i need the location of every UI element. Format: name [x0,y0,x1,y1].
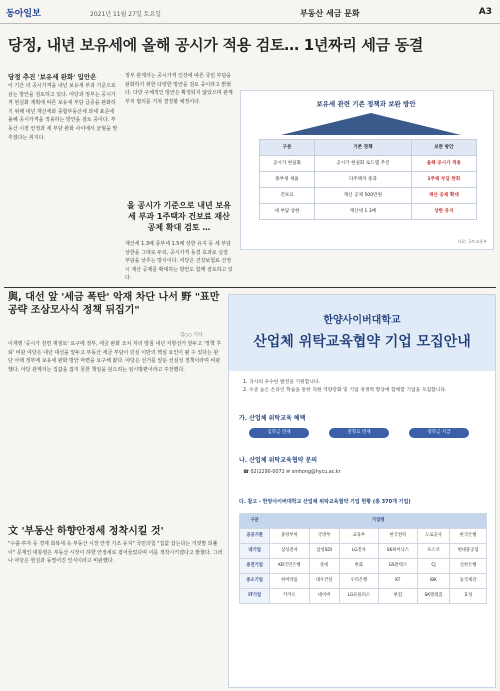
second-article-body: 이재명 '공시가 전면 재점토' 요구에 정부, 세금 완화 조치 처리 방침 내년 지방선거 앞두고 '정책 후퇴' 비판 여당은 내년 대선을 앞두고 부동산 세금 부담이 민심 이반의 핵심 요인이 될 수 있다는 판단 아래 정부에 보유세 완화 방안 마련을 요구해 왔다. 야당은 선거를 앞둔 선심성 정책이라며 비판했다. 야당 관계자는 집값을 잡지 못한 책임을 덮으려는 임시방편이라고 주장했다. [8,341,222,373]
third-article-body: "수출·투자 등 경제 회복세 속 부동산 시장 안정 기조 유지" 국민의힘 "집값 잡는다는 거짓말 되풀이" 문재인 대통령은 부동산 시장이 하향 안정세로 접어들었다며 이를 정착시키겠다고 밝혔다. 그러나 야당은 현실과 동떨어진 인식이라고 비판했다. [8,541,223,565]
company-table [239,513,487,604]
ad-title: 산업체 위탁교육협약 기업 모집안내 [253,334,471,350]
table-row: IT기업 카카오 네이버 LG유플러스 한컴 SK텔레콤 효성 [240,589,487,604]
second-article-headline: 與, 대선 앞 '세금 폭탄' 악재 차단 나서 野 "표만 공략 조삼모사식 정책 뒤집기" [8,292,220,316]
table-header-row: 구분 기업명 [240,514,487,529]
table-row: 중견기업 KB국민은행 롯데 한화 GS칼텍스 CJ 신한은행 [240,559,487,574]
issue-date: 2021년 11월 27일 토요일 [90,11,162,18]
contact-info: ☎ 02)2290-0072 ✉ smhong@hycu.ac.kr [243,470,341,475]
university-advertisement [228,294,496,688]
section-divider [4,287,496,288]
table-header-row: 구분 기존 정책 보완 방안 [260,140,477,156]
policy-figure [240,90,494,250]
ad-section-contact: 나. 산업체 위탁교육협약 문의 [239,457,318,464]
article-column-2b: 재산세 1.3배 종부세 1.5배 상한 유지 등 세 부담 상한을 그대로 두되, 공시가격 동결 효과로 실질 부담을 낮추는 방식이다. 여당은 건강보험료 산정 시 재산 공제를 확대하는 방안도 함께 검토하고 있다. [125,241,233,282]
newspaper-logo: 동아일보 [6,9,41,19]
ad-section-companies: 다. 참고 - 한양사이버대학교 산업체 위탁교육협약 기업 현황 (총 370개 기업) [239,499,411,505]
main-headline: 당정, 내년 보유세에 올해 공시가 적용 검토… 1년짜리 세금 동결 [8,36,424,54]
pull-quote: 올 공시가 기준으로 내년 보유세 부과 1주택자 건보료 재산공제 확대 검토 … [127,201,231,232]
table-row: 대기업 삼성전자 삼성SDI LG전자 SK하이닉스 포스코 현대중공업 [240,544,487,559]
ad-university-name: 한양사이버대학교 [323,315,401,326]
figure-source: 자료: 국토교통부 [457,239,487,244]
house-roof-graphic [281,113,461,135]
ad-notes: 1. 귀사의 우수한 발전을 기원합니다. 2. 수준 높은 온라인 학습을 통한 직원 역량강화 및 기업 경쟁력 향상에 함께할 기업을 모집합니다. [243,380,447,393]
ad-section-benefits: 가. 산업체 위탁교육 혜택 [239,415,306,422]
figure-title: 보유세 관련 기존 정책과 보완 방안 [316,100,416,108]
ad-banner [229,295,495,371]
table-row: 건보료 재산 공제 500만원 재산 공제 확대 [260,188,477,204]
byline: 김○○ 기자 [180,333,203,338]
table-row: 종부세 세율 다주택자 중과 1주택 부담 완화 [260,172,477,188]
third-article-headline: 文 '부동산 하향안정세 정착시킬 것' [8,526,164,537]
benefit-pill: 전형료 면제 [329,428,389,438]
newspaper-header [0,0,500,24]
table-row: 공공기관 중앙부처 국방부 교육부 한국전력 도로공사 한국은행 [240,529,487,544]
section-name: 부동산 세금 문화 [300,9,360,18]
page-number: A3 [478,7,492,17]
article-column-1: 이 기간 의 공시가격을 내년 보유세 부과 기준으로 삼는 방안을 검토하고 있다. 여당과 정부는 공시가격 현실화 계획에 따른 보유세 부담 급증을 완화하기 위해 내년 재산세와 종합부동산세 과세 표준에 올해 공시가격을 적용하는 방안을 검토 중이다. 부동산 시장 안정과 세 부담 완화 사이에서 균형을 맞추겠다는 취지다. [8,83,118,141]
policy-table [259,139,477,220]
table-row: 중소기업 한미약품 대우건설 우리은행 KT IBK 동국제강 [240,574,487,589]
table-row: 세 부담 상한 재산세 1.3배 상한 유지 [260,204,477,220]
article-column-2: 정부 관계자는 공시가격 인상에 따른 국민 부담을 완화하기 위한 다양한 방안을 검토 중이라고 밝혔다. 다만 구체적인 방안은 확정되지 않았으며 관계부처 협의를 거쳐 결정할 예정이다. [125,73,233,105]
table-row: 공시가 현실화 공시가 현실화 로드맵 추진 올해 공시가 적용 [260,156,477,172]
benefit-pill: 장학금 지급 [409,428,469,438]
lead-subheading: 당정 추진 '보유세 완화' 입안은 [8,73,97,81]
benefit-pill: 입학금 면제 [249,428,309,438]
